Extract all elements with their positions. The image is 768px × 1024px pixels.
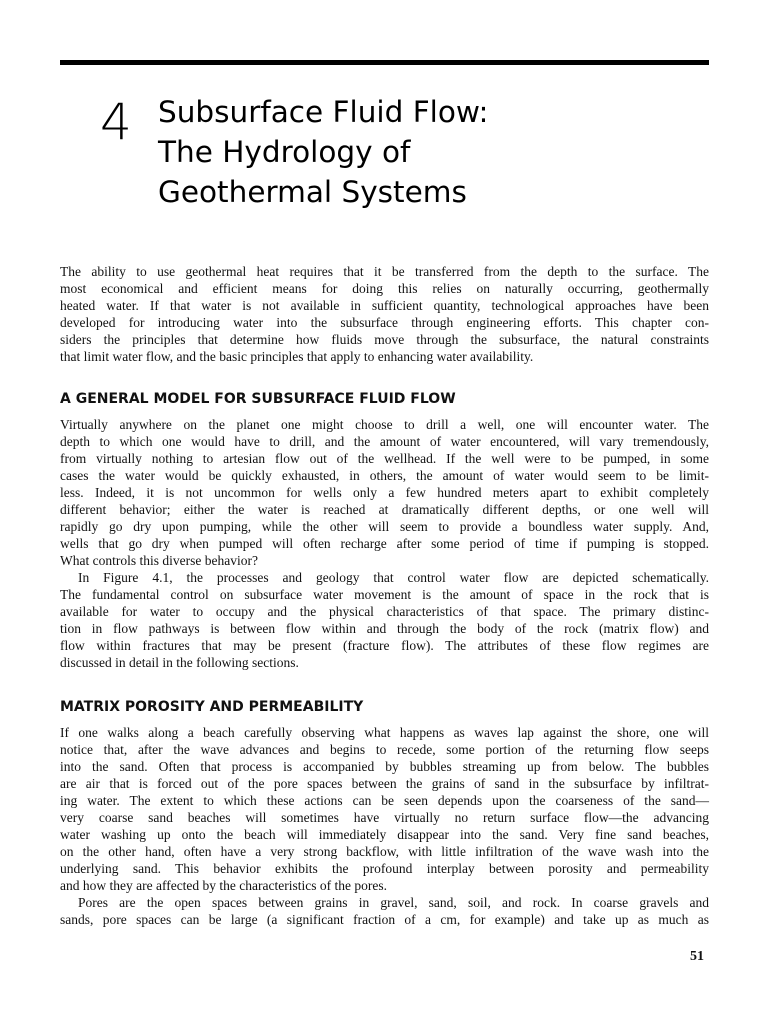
text-line: siders the principles that determine how fluids move through the subsurface, the natural constraints (60, 332, 709, 347)
text-line: most economical and efficient means for doing this relies on naturally occurring, geothermally (60, 281, 709, 296)
chapter-title-line: Subsurface Fluid Flow: (158, 95, 489, 129)
text-line: different behavior; either the water is reached at dramatically different depths, or one well will (60, 502, 709, 517)
text-line: rapidly go dry upon pumping, while the other will seem to provide a boundless water supply. And, (60, 519, 709, 534)
text-line: tion in flow pathways is between flow within and through the body of the rock (matrix flow) and (60, 621, 709, 636)
page-number: 51 (690, 949, 704, 964)
chapter-number: 4 (100, 93, 132, 151)
text-line: very coarse sand beaches will sometimes have virtually no return surface flow—the advancing (60, 810, 709, 825)
section-heading: MATRIX POROSITY AND PERMEABILITY (60, 699, 364, 715)
text-line: developed for introducing water into the subsurface through engineering efforts. This chapter con- (60, 315, 709, 330)
text-line: underlying sand. This behavior exhibits the profound interplay between porosity and permeability (60, 861, 709, 876)
section1-paragraphs (60, 416, 709, 671)
text-line: less. Indeed, it is not uncommon for wells only a few hundred meters apart to exhibit completely (60, 485, 709, 500)
text-line: water washing up onto the beach will immediately disappear into the sand. Very fine sand beaches, (60, 827, 709, 842)
text-line: that limit water flow, and the basic principles that apply to enhancing water availability. (60, 349, 534, 364)
intro-paragraph (60, 263, 709, 365)
text-line: are air that is forced out of the pore spaces between the grains of sand in the subsurface by infiltrat- (60, 776, 709, 791)
chapter-title (158, 92, 698, 212)
section-heading: A GENERAL MODEL FOR SUBSURFACE FLUID FLOW (60, 391, 456, 407)
text-line: sands, pore spaces can be large (a significant fraction of a cm, for example) and take up as much as (60, 912, 709, 927)
text-line: The ability to use geothermal heat requires that it be transferred from the depth to the surface. The (60, 264, 709, 279)
text-line: discussed in detail in the following sections. (60, 655, 299, 670)
text-line: ing water. The extent to which these actions can be seen depends upon the coarseness of the sand— (60, 793, 709, 808)
text-line: cases the water would be quickly exhausted, in others, the amount of water would seem to be limit- (60, 468, 709, 483)
text-line: notice that, after the wave advances and begins to recede, some portion of the returning flow seeps (60, 742, 709, 757)
text-line: flow within fractures that may be present (fracture flow). The attributes of these flow regimes are (60, 638, 709, 653)
text-line: What controls this diverse behavior? (60, 553, 258, 568)
text-line: Virtually anywhere on the planet one might choose to drill a well, one will encounter water. The (60, 417, 709, 432)
text-line: wells that go dry when pumped will often recharge after some period of time if pumping is stopped. (60, 536, 709, 551)
text-line: If one walks along a beach carefully observing what happens as waves lap against the shore, one will (60, 725, 709, 740)
section2-paragraphs (60, 724, 709, 928)
text-line: into the sand. Often that process is accompanied by bubbles streaming up from below. The bubbles (60, 759, 709, 774)
chapter-title-line: The Hydrology of (158, 135, 411, 169)
text-line: In Figure 4.1, the processes and geology that control water flow are depicted schematically. (78, 570, 709, 585)
text-line: The fundamental control on subsurface water movement is the amount of space in the rock that is (60, 587, 709, 602)
text-line: on the other hand, often have a very strong backflow, with little infiltration of the wave wash into the (60, 844, 709, 859)
text-line: Pores are the open spaces between grains in gravel, sand, soil, and rock. In coarse gravels and (78, 895, 709, 910)
text-line: depth to which one would have to drill, and the amount of water encountered, will vary tremendously, (60, 434, 709, 449)
text-line: from virtually nothing to artesian flow out of the wellhead. If the well were to be pumped, in some (60, 451, 709, 466)
chapter-title-line: Geothermal Systems (158, 175, 467, 209)
text-line: available for water to occupy and the physical characteristics of that space. The primary distinc- (60, 604, 709, 619)
top-rule (60, 60, 709, 65)
text-line: heated water. If that water is not available in sufficient quantity, technological approaches have been (60, 298, 709, 313)
text-line: and how they are affected by the characteristics of the pores. (60, 878, 387, 893)
